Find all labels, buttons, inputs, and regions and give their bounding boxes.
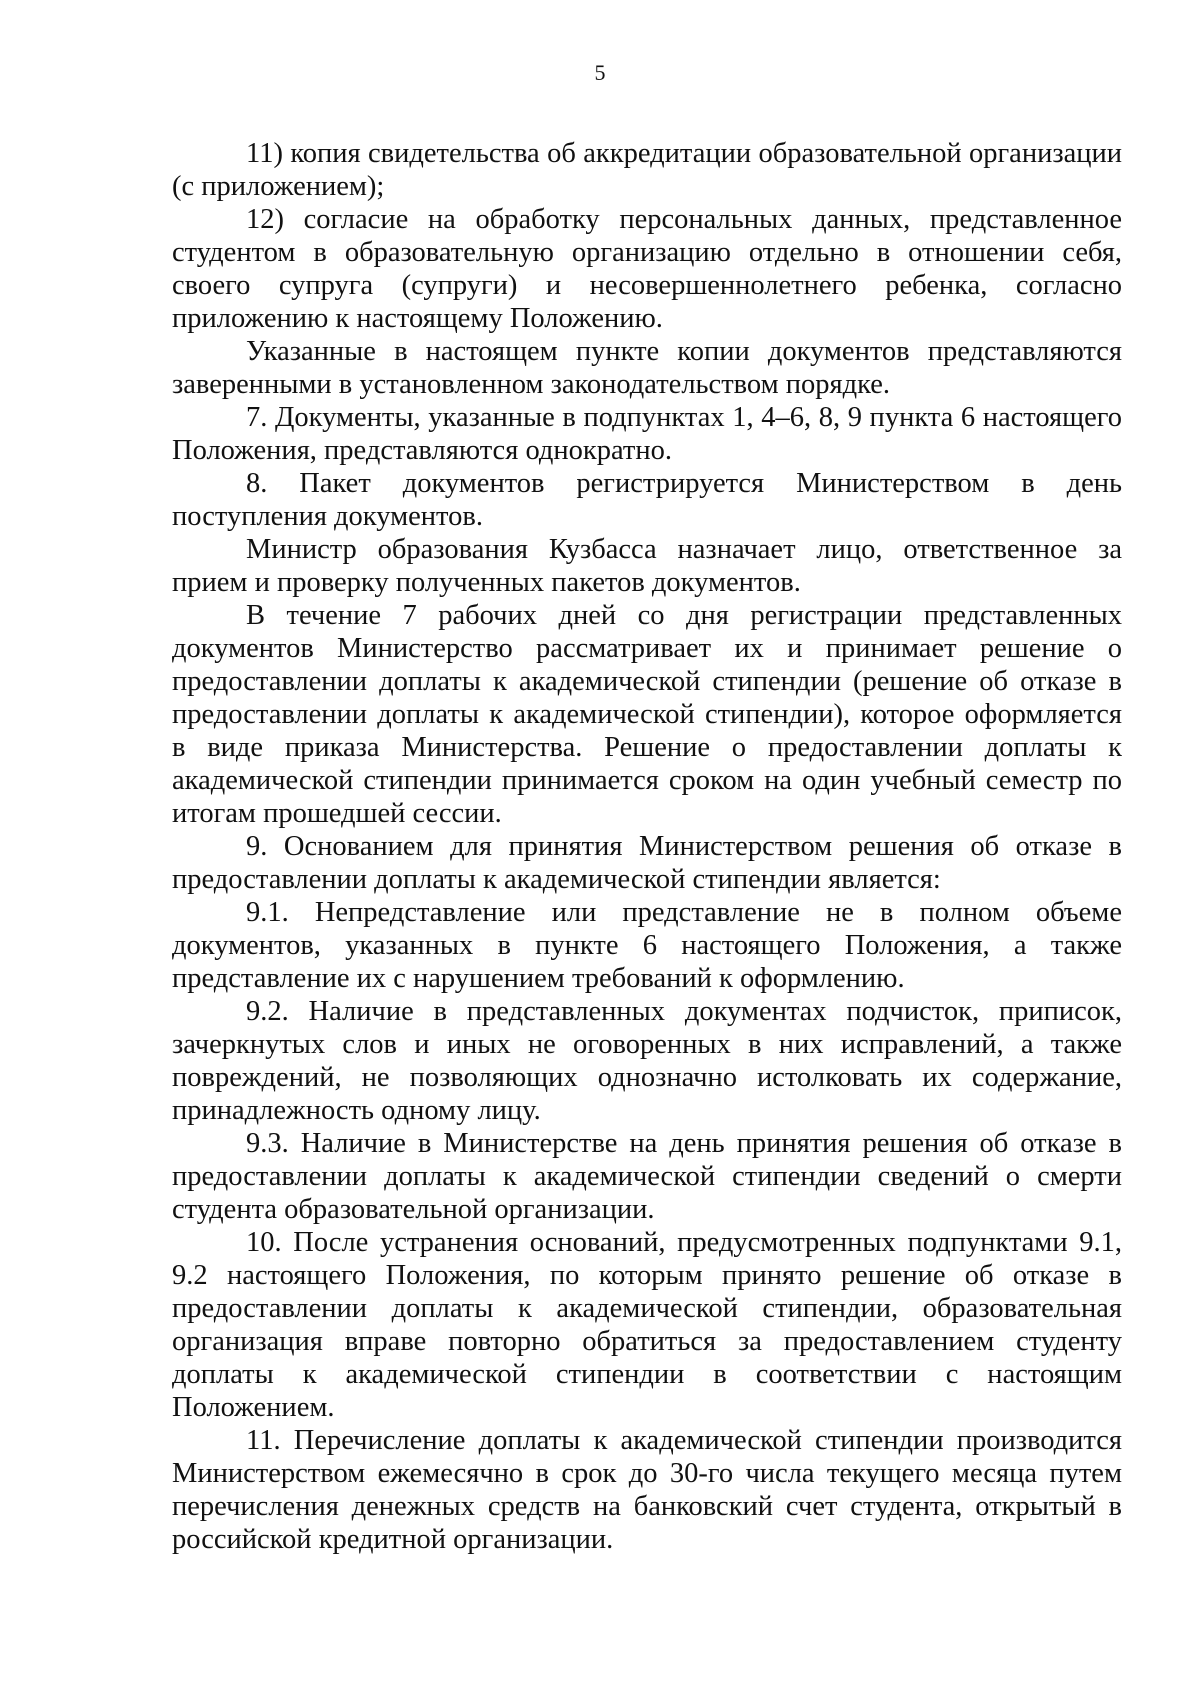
paragraph-review-period: В течение 7 рабочих дней со дня регистрации представленных документов Министерство рассматривает их и принимает решение о предоставлении доплаты к академической стипендии (решение об отказе в предоставлении доплаты к академической стипендии), которое оформляется в виде приказа Министерства. Решение о предоставлении доплаты к академической стипендии принимается сроком на один учебный семестр по итогам прошедшей сессии. — [172, 600, 1122, 829]
paragraph-clause-7: 7. Документы, указанные в подпунктах 1, 4–6, 8, 9 пункта 6 настоящего Положения, представляются однократно. — [172, 402, 1122, 466]
paragraph-clause-9-3: 9.3. Наличие в Министерстве на день принятия решения об отказе в предоставлении доплаты к академической стипендии сведений о смерти студента образовательной организации. — [172, 1128, 1122, 1225]
paragraph-item-11-accreditation: 11) копия свидетельства об аккредитации образовательной организации (с приложением); — [172, 138, 1122, 202]
paragraph-clause-8: 8. Пакет документов регистрируется Министерством в день поступления документов. — [172, 468, 1122, 532]
page-number: 5 — [594, 60, 606, 85]
paragraph-item-12-personal-data-consent: 12) согласие на обработку персональных данных, представленное студентом в образовательную организацию отдельно в отношении себя, своего супруга (супруги) и несовершеннолетнего ребенка, согласно приложению к настоящему Положению. — [172, 204, 1122, 334]
paragraph-clause-9: 9. Основанием для принятия Министерством решения об отказе в предоставлении доплаты к академической стипендии является: — [172, 831, 1122, 895]
paragraph-clause-9-1: 9.1. Непредставление или представление не в полном объеме документов, указанных в пункте 6 настоящего Положения, а также представление их с нарушением требований к оформлению. — [172, 897, 1122, 994]
paragraph-clause-10: 10. После устранения оснований, предусмотренных подпунктами 9.1, 9.2 настоящего Положения, по которым принято решение об отказе в предоставлении доплаты к академической стипендии, образовательная организация вправе повторно обратиться за предоставлением студенту доплаты к академической стипендии в соответствии с настоящим Положением. — [172, 1227, 1122, 1423]
document-body — [172, 137, 1122, 1556]
paragraph-certified-copies: Указанные в настоящем пункте копии документов представляются заверенными в установленном законодательством порядке. — [172, 336, 1122, 400]
paragraph-clause-9-2: 9.2. Наличие в представленных документах подчисток, приписок, зачеркнутых слов и иных не оговоренных в них исправлений, а также повреждений, не позволяющих однозначно истолковать их содержание, принадлежность одному лицу. — [172, 996, 1122, 1126]
paragraph-clause-11: 11. Перечисление доплаты к академической стипендии производится Министерством ежемесячно в срок до 30-го числа текущего месяца путем перечисления денежных средств на банковский счет студента, открытый в российской кредитной организации. — [172, 1425, 1122, 1555]
paragraph-minister-appoints: Министр образования Кузбасса назначает лицо, ответственное за прием и проверку полученных пакетов документов. — [172, 534, 1122, 598]
